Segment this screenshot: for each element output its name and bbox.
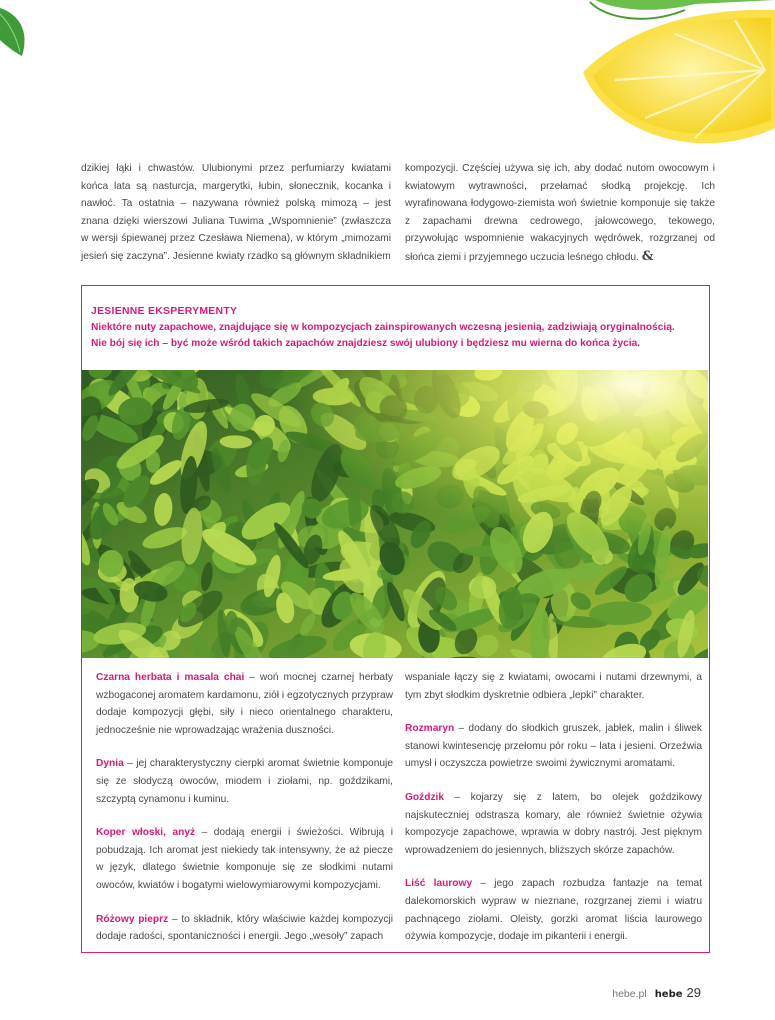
- entry-text: – dodany do słodkich gruszek, jabłek, malin i śliwek stanowi kwintesencję przełomu pór roku – lata i jesieni. Orzeźwia umysł i oczyszcza powietrze swoimi żywicznymi aromatami.: [405, 723, 702, 770]
- entry-czarna-herbata: [96, 669, 393, 739]
- box-lead-1: Niektóre nuty zapachowe, znajdujące się w kompozycjach zainspirowanych wczesną jesienią, zadziwiają oryginalnością.: [91, 322, 675, 333]
- entry-text: – dodają energii i świeżości. Wibrują i pobudzają. Ich aromat jest niekiedy tak intensywny, że aż piecze w język, dlatego świetnie komponuje się ze słodkimi nutami owoców, kwiatów i bogatymi wielowymiarowymi kompozycjami.: [96, 827, 393, 891]
- entry-text: – woń mocnej czarnej herbaty wzbogaconej aromatem kardamonu, ziół i egzotycznych przypraw dodaje kompozycji głębi, siły i nieco orientalnego charakteru, jednocześnie nie wprowadzając wrażenia duszności.: [96, 672, 394, 736]
- entries-column-right: [405, 669, 702, 962]
- entry-koper-wloski: [96, 824, 393, 894]
- intro-text-left: dzikiej łąki i chwastów. Ulubionymi przez perfumiarzy kwiatami końca lata są nasturcja, margerytki, łubin, słonecznik, kocanka i nawłoć. Ta ostatnia – nazywana również polską mimozą – jest znana dzięki wierszowi Juliana Tuwima „Wspomnienie” (zwłaszcza w wersji śpiewanej przez Czesława Niemena), w którym „mimozami jesień się zaczyna”. Jesienne kwiaty rzadko są głównym składnikiem: [81, 163, 391, 262]
- end-mark: &: [641, 248, 654, 264]
- entry-term: Rozmaryn: [405, 723, 455, 735]
- intro-column-left: [81, 160, 391, 266]
- entry-continuation: [405, 669, 702, 704]
- entry-text: – jej charakterystyczny cierpki aromat świetnie komponuje się ze słodyczą owoców, miodem i ziołami, np. goździkami, szczyptą cynamonu i kuminu.: [96, 758, 393, 805]
- entry-lisc-laurowy: [405, 875, 702, 945]
- entry-term: Różowy pieprz: [96, 913, 169, 925]
- intro-text-right: kompozycji. Częściej używa się ich, aby dodać nutom owocowym i kwiatowym wytrawności, przełamać słodką projekcję. Ich wyrafinowana łodygowo-ziemista woń świetnie komponuje się także z zapachami drewna cedrowego, jałowcowego, tekowego, przywołując wspomnienie wakacyjnych wędrówek, rozgrzanej od słońca ziemi i przyjemnego uczucia leśnego chłodu.: [405, 163, 715, 263]
- entry-dynia: [96, 755, 393, 808]
- entry-gozdzik: [405, 789, 702, 859]
- entry-text: – jego zapach rozbudza fantazje na temat dalekomorskich wypraw w nieznane, rozgrzanej ziemi i wiatru pachnącego ziołami. Oleisty, gorzki aromat liścia laurowego ożywia kompozycje, dodaje im pikanterii i energii.: [405, 878, 702, 943]
- tea-plantation-photo: [82, 370, 708, 658]
- intro-column-right: [405, 160, 715, 267]
- leaf-icon: [0, 0, 32, 60]
- entry-term: Dynia: [96, 758, 124, 770]
- entry-rozowy-pieprz: [96, 911, 393, 946]
- entries-column-left: [96, 669, 393, 962]
- page-footer: [612, 985, 701, 1000]
- footer-brand: hebe: [654, 989, 683, 1000]
- entry-term: Liść laurowy: [405, 878, 473, 890]
- entry-rozmaryn: [405, 720, 702, 773]
- entry-term: Goździk: [405, 791, 445, 803]
- entry-text: – kojarzy się z latem, bo olejek goździkowy najskuteczniej odstrasza komary, ale również świetnie ożywia kompozycje zapachowe, wprawia w dobry nastrój. Jest pięknym wprowadzeniem do jesiennych, bliższych skórze zapachów.: [405, 791, 702, 856]
- entry-term: Koper włoski, anyż: [96, 827, 196, 839]
- box-title: JESIENNE EKSPERYMENTY: [91, 306, 238, 317]
- sidebar-box: [81, 285, 710, 953]
- lemon-slice-icon: [575, 0, 775, 150]
- entry-term: Czarna herbata i masala chai: [96, 672, 245, 683]
- page-number: 29: [686, 985, 701, 1000]
- box-header: [91, 304, 703, 352]
- entry-text: – to składnik, który właściwie każdej kompozycji dodaje radości, spontaniczności i energii. Jego „wesoły” zapach: [96, 913, 393, 943]
- footer-site: hebe.pl: [612, 988, 647, 1000]
- entry-text: wspaniale łączy się z kwiatami, owocami i nutami drzewnymi, a tym zbyt słodkim dyskretnie odbiera „lepki” charakter.: [405, 672, 702, 701]
- box-lead-2: Nie bój się ich – być może wśród takich zapachów znajdziesz swój ulubiony i będziesz mu wierna do końca życia.: [91, 338, 641, 349]
